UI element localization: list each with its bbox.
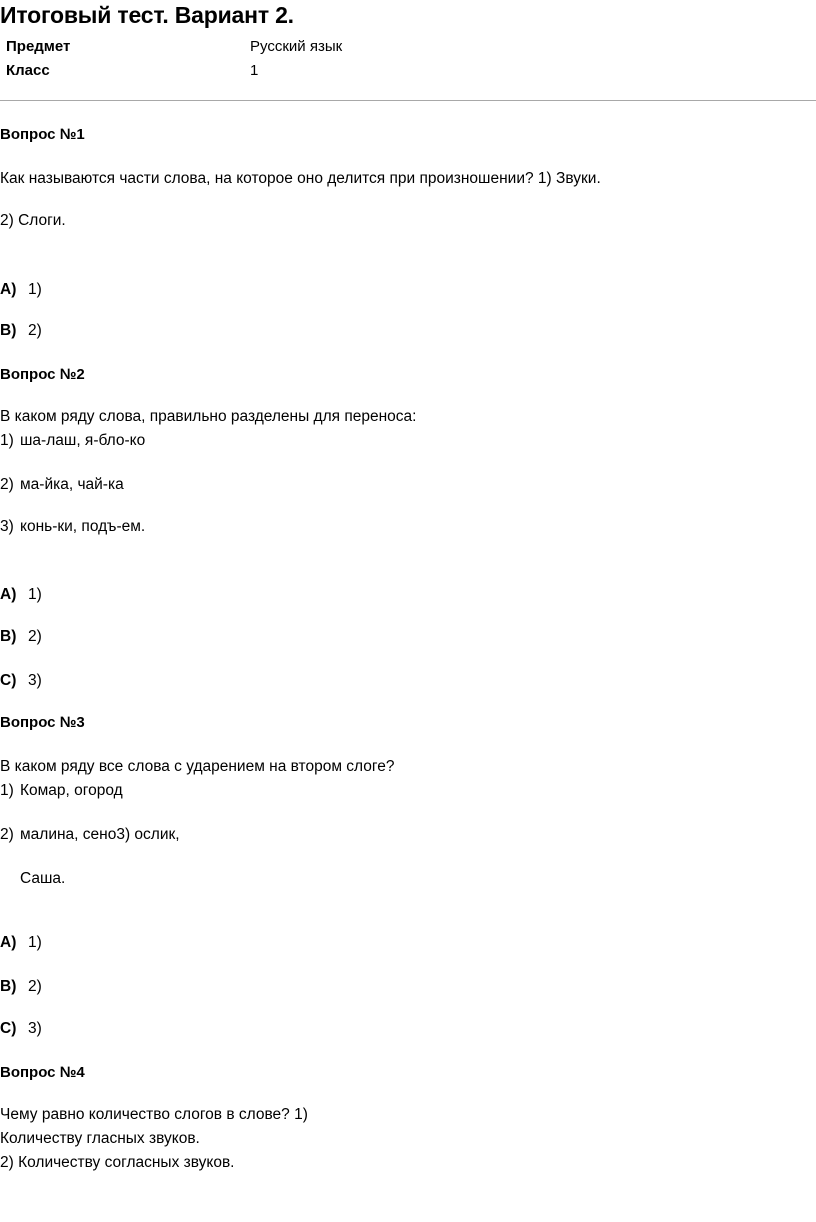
answer-row[interactable]: [0, 978, 42, 996]
option-text: ша-лаш, я-бло-ко: [20, 432, 146, 449]
answer-value: 3): [28, 1020, 42, 1037]
class-label: Класс: [6, 62, 50, 79]
option-number: 2): [0, 476, 14, 493]
answer-letter: B): [0, 628, 17, 645]
answer-letter: B): [0, 978, 17, 995]
option-number: 3): [0, 518, 14, 535]
question-2-text: В каком ряду слова, правильно разделены для переноса:: [0, 408, 417, 425]
question-3-option: [0, 826, 180, 844]
answer-letter: A): [0, 934, 17, 951]
subject-value: Русский язык: [250, 38, 343, 55]
answer-letter: A): [0, 586, 17, 603]
question-3-option-continued: Саша.: [20, 870, 66, 887]
answer-row[interactable]: [0, 628, 42, 646]
question-4-option-1: Количеству гласных звуков.: [0, 1130, 200, 1147]
answer-value: 2): [28, 628, 42, 645]
question-3-heading: Вопрос №3: [0, 714, 85, 731]
answer-letter: C): [0, 1020, 17, 1037]
question-3-text: В каком ряду все слова с ударением на втором слоге?: [0, 758, 395, 775]
answer-value: 3): [28, 672, 42, 689]
option-number: 1): [0, 782, 14, 799]
answer-row[interactable]: [0, 672, 42, 690]
class-value: 1: [250, 62, 259, 79]
answer-value: 2): [28, 322, 42, 339]
question-4-text: Чему равно количество слогов в слове? 1): [0, 1106, 308, 1123]
answer-value: 1): [28, 281, 42, 298]
option-text: малина, сено3) ослик,: [20, 826, 180, 843]
answer-value: 1): [28, 934, 42, 951]
question-4-heading: Вопрос №4: [0, 1064, 85, 1081]
question-1-text: Как называются части слова, на которое оно делится при произношении? 1) Звуки.: [0, 170, 601, 187]
header-divider: [0, 100, 816, 101]
answer-row[interactable]: [0, 586, 42, 604]
subject-label: Предмет: [6, 38, 71, 55]
question-3-option: [0, 782, 123, 800]
page-title: Итоговый тест. Вариант 2.: [0, 2, 294, 28]
question-2-option: [0, 432, 145, 450]
answer-row[interactable]: [0, 1020, 42, 1038]
question-2-option: [0, 518, 145, 536]
answer-value: 1): [28, 586, 42, 603]
option-number: 1): [0, 432, 14, 449]
option-text: ма-йка, чай-ка: [20, 476, 124, 493]
answer-row[interactable]: [0, 934, 42, 952]
question-1-option-2: 2) Слоги.: [0, 212, 66, 229]
answer-letter: A): [0, 281, 17, 298]
question-2-option: [0, 476, 124, 494]
answer-letter: C): [0, 672, 17, 689]
option-number: 2): [0, 826, 14, 843]
option-text: конь-ки, подъ-ем.: [20, 518, 146, 535]
option-text: Комар, огород: [20, 782, 123, 799]
answer-letter: B): [0, 322, 17, 339]
question-2-heading: Вопрос №2: [0, 366, 85, 383]
answer-value: 2): [28, 978, 42, 995]
question-1-heading: Вопрос №1: [0, 126, 85, 143]
answer-row[interactable]: [0, 322, 42, 340]
answer-row[interactable]: [0, 281, 42, 299]
question-4-option-2: 2) Количеству согласных звуков.: [0, 1154, 235, 1171]
